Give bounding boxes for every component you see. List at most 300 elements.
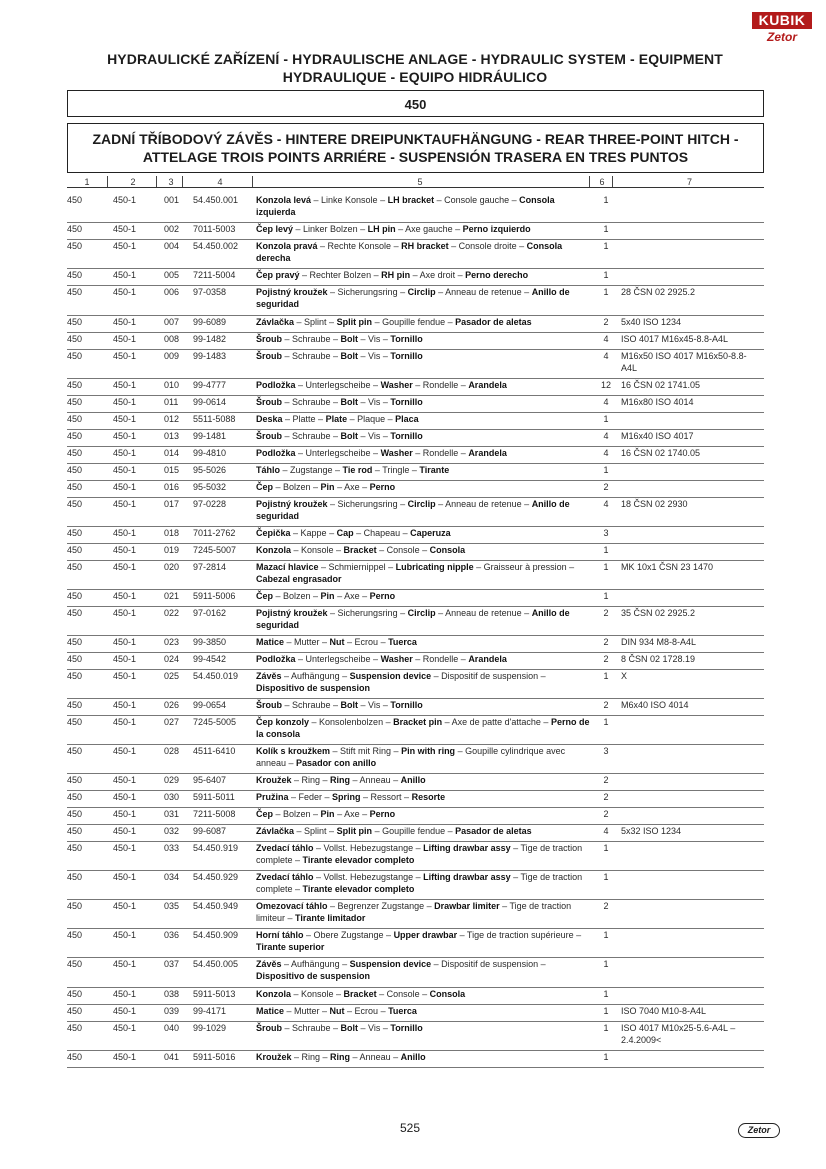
description-text: – Konsole – bbox=[291, 989, 344, 999]
subgroup-code: 450-1 bbox=[113, 671, 137, 681]
part-description bbox=[256, 350, 594, 362]
subgroup-code: 450-1 bbox=[113, 545, 137, 555]
table-row bbox=[67, 699, 764, 716]
part-number: 99-4777 bbox=[193, 380, 227, 390]
table-row bbox=[67, 842, 764, 871]
description-text: – Anneau – bbox=[350, 1052, 401, 1062]
part-note: DIN 934 M8-8-A4L bbox=[621, 637, 697, 647]
quantity: 4 bbox=[603, 431, 609, 441]
group-code: 450 bbox=[67, 826, 83, 836]
description-text: – Linke Konsole – bbox=[311, 195, 388, 205]
description-text: – Graisseur à pression – bbox=[473, 562, 575, 572]
table-row bbox=[67, 636, 764, 653]
part-description bbox=[256, 590, 594, 602]
position-number: 019 bbox=[164, 545, 180, 555]
group-code: 450 bbox=[67, 930, 83, 940]
part-description bbox=[256, 791, 594, 803]
position-number: 016 bbox=[164, 482, 180, 492]
description-term: Šroub bbox=[256, 334, 282, 344]
description-term: Anillo de seguridad bbox=[256, 287, 570, 309]
part-number: 99-0614 bbox=[193, 397, 227, 407]
group-code: 450 bbox=[67, 270, 83, 280]
table-row bbox=[67, 316, 764, 333]
description-term: Šroub bbox=[256, 351, 282, 361]
description-term: Tuerca bbox=[388, 1006, 417, 1016]
description-text: – Sicherungsring – bbox=[327, 499, 408, 509]
part-description bbox=[256, 871, 594, 895]
subgroup-code: 450-1 bbox=[113, 317, 137, 327]
description-text: – Anneau de retenue – bbox=[435, 608, 532, 618]
column-header-6: 6 bbox=[599, 177, 605, 187]
group-code: 450 bbox=[67, 591, 83, 601]
group-code: 450 bbox=[67, 334, 83, 344]
part-number: 54.450.002 bbox=[193, 241, 239, 251]
description-text: – Unterlegscheibe – bbox=[295, 448, 381, 458]
description-text: – Console gauche – bbox=[434, 195, 520, 205]
description-term: Circlip bbox=[407, 608, 436, 618]
subgroup-code: 450-1 bbox=[113, 591, 137, 601]
position-number: 008 bbox=[164, 334, 180, 344]
description-text: – Mutter – bbox=[284, 1006, 330, 1016]
description-term: Consola izquierda bbox=[256, 195, 555, 217]
part-number: 95-6407 bbox=[193, 775, 227, 785]
description-term: Podložka bbox=[256, 654, 296, 664]
description-term: Čep konzoly bbox=[256, 717, 310, 727]
column-header-3: 3 bbox=[168, 177, 174, 187]
part-number: 54.450.949 bbox=[193, 901, 239, 911]
subgroup-code: 450-1 bbox=[113, 448, 137, 458]
description-text: – Bolzen – bbox=[273, 809, 321, 819]
subgroup-code: 450-1 bbox=[113, 270, 137, 280]
group-code: 450 bbox=[67, 380, 83, 390]
position-number: 028 bbox=[164, 746, 180, 756]
table-row bbox=[67, 350, 764, 379]
description-term: Perno izquierdo bbox=[462, 224, 531, 234]
description-term: Tie rod bbox=[342, 465, 373, 475]
description-term: Resorte bbox=[411, 792, 446, 802]
part-number: 54.450.909 bbox=[193, 930, 239, 940]
description-text: – Konsole – bbox=[291, 545, 344, 555]
part-description bbox=[256, 396, 594, 408]
description-text: – Vis – bbox=[358, 431, 391, 441]
group-code: 450 bbox=[67, 414, 83, 424]
part-description bbox=[256, 464, 594, 476]
description-term: Pasador con anillo bbox=[296, 758, 377, 768]
part-note: MK 10x1 ČSN 23 1470 bbox=[621, 562, 714, 572]
column-header-5: 5 bbox=[417, 177, 423, 187]
group-code: 450 bbox=[67, 1006, 83, 1016]
description-term: Bolt bbox=[340, 431, 359, 441]
position-number: 014 bbox=[164, 448, 180, 458]
quantity: 1 bbox=[603, 241, 609, 251]
description-text: – Aufhängung – bbox=[281, 959, 350, 969]
group-code: 450 bbox=[67, 1023, 83, 1033]
quantity: 1 bbox=[603, 465, 609, 475]
description-text: – Sicherungsring – bbox=[327, 287, 408, 297]
table-row bbox=[67, 871, 764, 900]
position-number: 013 bbox=[164, 431, 180, 441]
description-text: – Tige de traction limiteur – bbox=[256, 901, 572, 923]
part-number: 54.450.929 bbox=[193, 872, 239, 882]
quantity: 1 bbox=[603, 195, 609, 205]
part-description bbox=[256, 1005, 594, 1017]
description-term: Bracket pin bbox=[393, 717, 443, 727]
group-title-box bbox=[67, 123, 764, 173]
description-term: Lifting drawbar assy bbox=[423, 843, 511, 853]
description-text: – Obere Zugstange – bbox=[303, 930, 394, 940]
quantity: 12 bbox=[600, 380, 611, 390]
quantity: 4 bbox=[603, 448, 609, 458]
subgroup-code: 450-1 bbox=[113, 1052, 137, 1062]
table-row bbox=[67, 194, 764, 223]
position-number: 033 bbox=[164, 843, 180, 853]
logo-zetor-text: Zetor bbox=[767, 30, 797, 44]
description-term: Lifting drawbar assy bbox=[423, 872, 511, 882]
description-term: Konzola bbox=[256, 989, 291, 999]
position-number: 026 bbox=[164, 700, 180, 710]
description-text: – Tige de traction complete – bbox=[256, 872, 583, 894]
description-term: Bolt bbox=[340, 1023, 359, 1033]
description-text: – Unterlegscheibe – bbox=[295, 654, 381, 664]
description-term: Nut bbox=[329, 1006, 345, 1016]
description-text: – Tige de traction complete – bbox=[256, 843, 583, 865]
description-term: Pin bbox=[320, 482, 335, 492]
description-text: – Feder – bbox=[288, 792, 333, 802]
quantity: 4 bbox=[603, 826, 609, 836]
part-number: 97-0162 bbox=[193, 608, 227, 618]
description-term: Mazací hlavice bbox=[256, 562, 319, 572]
quantity: 3 bbox=[603, 528, 609, 538]
description-term: Závěs bbox=[256, 671, 282, 681]
description-text: – Platte – bbox=[282, 414, 326, 424]
group-code: 450 bbox=[67, 775, 83, 785]
position-number: 039 bbox=[164, 1006, 180, 1016]
quantity: 1 bbox=[603, 1023, 609, 1033]
part-description bbox=[256, 900, 594, 924]
part-number: 97-0228 bbox=[193, 499, 227, 509]
part-note: 16 ČSN 02 1741.05 bbox=[621, 380, 701, 390]
table-row bbox=[67, 413, 764, 430]
description-term: Split pin bbox=[336, 317, 373, 327]
quantity: 2 bbox=[603, 792, 609, 802]
part-description bbox=[256, 561, 594, 585]
subgroup-code: 450-1 bbox=[113, 809, 137, 819]
table-row bbox=[67, 607, 764, 636]
description-term: Pin bbox=[320, 809, 335, 819]
part-number: 99-6089 bbox=[193, 317, 227, 327]
description-text: – Console – bbox=[376, 989, 430, 999]
quantity: 2 bbox=[603, 482, 609, 492]
description-term: Tirante elevador completo bbox=[302, 855, 415, 865]
description-text: – Axe – bbox=[334, 809, 370, 819]
quantity: 2 bbox=[603, 317, 609, 327]
part-description bbox=[256, 653, 594, 665]
kubik-zetor-logo bbox=[752, 12, 812, 45]
position-number: 037 bbox=[164, 959, 180, 969]
table-row bbox=[67, 900, 764, 929]
description-term: Pojistný kroužek bbox=[256, 287, 328, 297]
position-number: 018 bbox=[164, 528, 180, 538]
column-header-7: 7 bbox=[686, 177, 692, 187]
description-term: Omezovací táhlo bbox=[256, 901, 328, 911]
description-term: Spring bbox=[332, 792, 361, 802]
position-number: 010 bbox=[164, 380, 180, 390]
description-term: Šroub bbox=[256, 1023, 282, 1033]
part-number: 5911-5013 bbox=[193, 989, 236, 999]
table-row bbox=[67, 653, 764, 670]
quantity: 4 bbox=[603, 499, 609, 509]
row-divider bbox=[67, 1067, 764, 1068]
position-number: 027 bbox=[164, 717, 180, 727]
header-line-2: HYDRAULIQUE - EQUIPO HIDRÁULICO bbox=[282, 69, 548, 85]
description-text: – Vollst. Hebezugstange – bbox=[313, 872, 424, 882]
part-description bbox=[256, 413, 594, 425]
part-number: 99-1029 bbox=[193, 1023, 227, 1033]
part-description bbox=[256, 607, 594, 631]
description-text: – Axe – bbox=[334, 482, 370, 492]
group-title-line-1: ZADNÍ TŘÍBODOVÝ ZÁVĚS - HINTERE DREIPUNKTAUFHÄNGUNG - REAR THREE-POINT HITCH - bbox=[92, 131, 739, 147]
position-number: 032 bbox=[164, 826, 180, 836]
table-row bbox=[67, 716, 764, 745]
group-code: 450 bbox=[67, 465, 83, 475]
description-term: Tornillo bbox=[390, 1023, 423, 1033]
quantity: 2 bbox=[603, 809, 609, 819]
part-note: ISO 4017 M16x45-8.8-A4L bbox=[621, 334, 729, 344]
part-description bbox=[256, 481, 594, 493]
description-text: – Vis – bbox=[358, 397, 391, 407]
position-number: 024 bbox=[164, 654, 180, 664]
description-text: – Begrenzer Zugstange – bbox=[327, 901, 435, 911]
description-term: Šroub bbox=[256, 397, 282, 407]
description-term: Závlačka bbox=[256, 826, 295, 836]
column-header-1: 1 bbox=[84, 177, 90, 187]
description-term: Čep bbox=[256, 809, 274, 819]
position-number: 004 bbox=[164, 241, 180, 251]
description-text: – Goupille fendue – bbox=[372, 317, 456, 327]
subgroup-code: 450-1 bbox=[113, 397, 137, 407]
group-code: 450 bbox=[67, 545, 83, 555]
part-description bbox=[256, 716, 594, 740]
quantity: 1 bbox=[603, 591, 609, 601]
group-code: 450 bbox=[67, 654, 83, 664]
description-text: – Axe droit – bbox=[410, 270, 466, 280]
subgroup-code: 450-1 bbox=[113, 380, 137, 390]
part-description bbox=[256, 825, 594, 837]
part-description bbox=[256, 636, 594, 648]
subgroup-code: 450-1 bbox=[113, 746, 137, 756]
description-term: Tuerca bbox=[388, 637, 417, 647]
part-description bbox=[256, 842, 594, 866]
description-text: – Ring – bbox=[291, 1052, 331, 1062]
subgroup-code: 450-1 bbox=[113, 482, 137, 492]
position-number: 001 bbox=[164, 195, 180, 205]
table-row bbox=[67, 544, 764, 561]
table-row bbox=[67, 1005, 764, 1022]
description-term: Čep bbox=[256, 482, 274, 492]
subgroup-code: 450-1 bbox=[113, 528, 137, 538]
part-note: M16x50 ISO 4017 M16x50-8.8-A4L bbox=[621, 351, 747, 373]
description-term: Pojistný kroužek bbox=[256, 499, 328, 509]
table-row bbox=[67, 379, 764, 396]
page-number: 525 bbox=[399, 1121, 421, 1135]
description-term: Perno bbox=[369, 591, 396, 601]
description-text: – Unterlegscheibe – bbox=[295, 380, 381, 390]
description-text: – Ecrou – bbox=[344, 1006, 389, 1016]
group-code: 450 bbox=[67, 717, 83, 727]
quantity: 4 bbox=[603, 334, 609, 344]
description-text: – Konsolenbolzen – bbox=[309, 717, 394, 727]
description-term: Matice bbox=[256, 1006, 285, 1016]
subgroup-code: 450-1 bbox=[113, 562, 137, 572]
part-number: 54.450.001 bbox=[193, 195, 239, 205]
description-term: Pin with ring bbox=[401, 746, 456, 756]
table-row bbox=[67, 670, 764, 699]
description-text: – Vis – bbox=[358, 351, 391, 361]
description-term: Deska bbox=[256, 414, 283, 424]
quantity: 1 bbox=[603, 414, 609, 424]
table-row bbox=[67, 223, 764, 240]
description-term: Circlip bbox=[407, 499, 436, 509]
quantity: 3 bbox=[603, 746, 609, 756]
part-description bbox=[256, 988, 594, 1000]
description-text: – Console – bbox=[376, 545, 430, 555]
description-term: Tirante limitador bbox=[295, 913, 366, 923]
group-code: 450 bbox=[67, 317, 83, 327]
description-term: Horní táhlo bbox=[256, 930, 304, 940]
position-number: 041 bbox=[164, 1052, 180, 1062]
group-code: 450 bbox=[67, 637, 83, 647]
part-description bbox=[256, 1022, 594, 1034]
description-term: Bolt bbox=[340, 334, 359, 344]
description-text: – Vollst. Hebezugstange – bbox=[313, 843, 424, 853]
quantity: 1 bbox=[603, 224, 609, 234]
table-row bbox=[67, 430, 764, 447]
quantity: 1 bbox=[603, 989, 609, 999]
description-text: – Tige de traction supérieure – bbox=[457, 930, 582, 940]
description-term: Tornillo bbox=[390, 700, 423, 710]
group-code: 450 bbox=[67, 448, 83, 458]
header-line-1: HYDRAULICKÉ ZAŘÍZENÍ - HYDRAULISCHE ANLAGE - HYDRAULIC SYSTEM - EQUIPMENT bbox=[107, 51, 723, 67]
part-description bbox=[256, 223, 594, 235]
part-note: 5x32 ISO 1234 bbox=[621, 826, 682, 836]
subgroup-code: 450-1 bbox=[113, 351, 137, 361]
part-description bbox=[256, 670, 594, 694]
description-term: Plate bbox=[325, 414, 348, 424]
description-term: Konzola levá bbox=[256, 195, 312, 205]
description-term: Bolt bbox=[340, 351, 359, 361]
position-number: 011 bbox=[164, 397, 179, 407]
section-number-box: 450 bbox=[67, 90, 764, 117]
description-text: – Console droite – bbox=[448, 241, 527, 251]
description-text: – Rechte Konsole – bbox=[317, 241, 402, 251]
description-text: – Splint – bbox=[294, 826, 337, 836]
description-term: Pojistný kroužek bbox=[256, 608, 328, 618]
position-number: 012 bbox=[164, 414, 180, 424]
subgroup-code: 450-1 bbox=[113, 792, 137, 802]
description-term: Čep levý bbox=[256, 224, 294, 234]
description-text: – Goupille fendue – bbox=[372, 826, 456, 836]
group-code: 450 bbox=[67, 431, 83, 441]
part-number: 97-0358 bbox=[193, 287, 227, 297]
group-code: 450 bbox=[67, 989, 83, 999]
description-text: – Stift mit Ring – bbox=[330, 746, 402, 756]
description-term: Závlačka bbox=[256, 317, 295, 327]
group-title-line-2: ATTELAGE TROIS POINTS ARRIÉRE - SUSPENSIÓN TRASERA EN TRES PUNTOS bbox=[142, 149, 689, 165]
part-number: 95-5026 bbox=[193, 465, 227, 475]
description-text: – Dispositif de suspension – bbox=[431, 959, 546, 969]
description-term: Závěs bbox=[256, 959, 282, 969]
description-term: Nut bbox=[329, 637, 345, 647]
part-number: 99-4171 bbox=[193, 1006, 227, 1016]
table-row bbox=[67, 774, 764, 791]
description-term: Šroub bbox=[256, 700, 282, 710]
part-number: 7011-5003 bbox=[193, 224, 236, 234]
part-note: 5x40 ISO 1234 bbox=[621, 317, 682, 327]
part-description bbox=[256, 316, 594, 328]
table-row bbox=[67, 481, 764, 498]
description-term: Dispositivo de suspension bbox=[256, 971, 371, 981]
group-code: 450 bbox=[67, 397, 83, 407]
description-term: RH pin bbox=[381, 270, 411, 280]
description-text: – Dispositif de suspension – bbox=[431, 671, 546, 681]
description-term: Tirante bbox=[419, 465, 450, 475]
table-row bbox=[67, 396, 764, 413]
subgroup-code: 450-1 bbox=[113, 334, 137, 344]
subgroup-code: 450-1 bbox=[113, 499, 137, 509]
column-header-4: 4 bbox=[217, 177, 223, 187]
description-text: – Rechter Bolzen – bbox=[299, 270, 382, 280]
description-term: Bracket bbox=[343, 545, 377, 555]
quantity: 1 bbox=[603, 270, 609, 280]
quantity: 2 bbox=[603, 700, 609, 710]
description-text: – Goupille cylindrique avec anneau – bbox=[256, 746, 566, 768]
description-text: – Schraube – bbox=[282, 397, 341, 407]
description-text: – Vis – bbox=[358, 1023, 391, 1033]
position-number: 029 bbox=[164, 775, 180, 785]
part-description bbox=[256, 774, 594, 786]
group-code: 450 bbox=[67, 608, 83, 618]
description-term: Konzola bbox=[256, 545, 291, 555]
description-term: Washer bbox=[380, 654, 413, 664]
position-number: 002 bbox=[164, 224, 180, 234]
part-number: 54.450.019 bbox=[193, 671, 239, 681]
group-code: 450 bbox=[67, 562, 83, 572]
description-term: Consola bbox=[429, 545, 466, 555]
description-term: Arandela bbox=[468, 654, 507, 664]
subgroup-code: 450-1 bbox=[113, 465, 137, 475]
description-term: Matice bbox=[256, 637, 285, 647]
subgroup-code: 450-1 bbox=[113, 241, 137, 251]
description-term: Cabezal engrasador bbox=[256, 574, 342, 584]
part-note: X bbox=[621, 671, 628, 681]
description-text: – Rondelle – bbox=[412, 448, 469, 458]
quantity: 2 bbox=[603, 901, 609, 911]
description-text: – Anneau – bbox=[350, 775, 401, 785]
table-row bbox=[67, 561, 764, 590]
part-description bbox=[256, 240, 594, 264]
description-term: Ring bbox=[330, 1052, 351, 1062]
description-term: Placa bbox=[395, 414, 419, 424]
table-row bbox=[67, 1022, 764, 1051]
description-text: – Axe gauche – bbox=[395, 224, 463, 234]
part-description bbox=[256, 286, 594, 310]
description-text: – Vis – bbox=[358, 700, 391, 710]
position-number: 020 bbox=[164, 562, 180, 572]
quantity: 1 bbox=[603, 1052, 609, 1062]
part-number: 97-2814 bbox=[193, 562, 227, 572]
position-number: 031 bbox=[164, 809, 180, 819]
position-number: 040 bbox=[164, 1023, 180, 1033]
